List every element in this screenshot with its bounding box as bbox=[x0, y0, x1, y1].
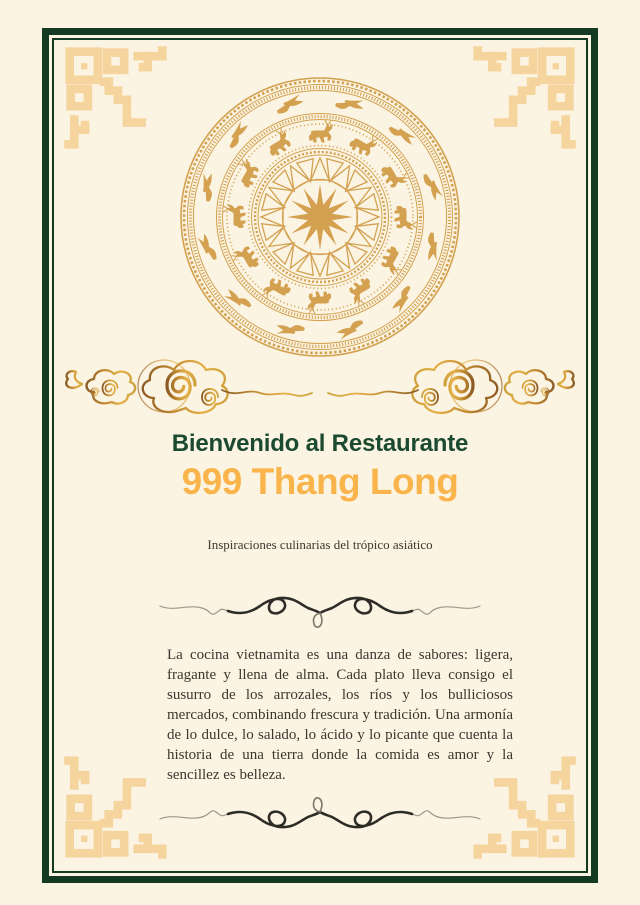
corner-fret-icon-top-right bbox=[465, 39, 583, 157]
welcome-title: Bienvenido al Restaurante bbox=[171, 430, 469, 457]
intro-paragraph: La cocina vietnamita es una danza de sabores: ligera, fragante y llena de alma. Cada plato lleva consigo el susurro de los arrozales, los ríos y los bulliciosos mercados, combinando frescura y tradición. Una armonía de lo dulce, lo salado, lo ácido y lo picante que cuenta la historia de una tierra donde la comida es amor y la sencillez es belleza. bbox=[167, 647, 513, 783]
tagline-text: Inspiraciones culinarias del trópico asiático bbox=[207, 537, 433, 552]
calligraphic-flourish-icon-top bbox=[150, 584, 490, 632]
corner-fret-icon-top-left bbox=[57, 39, 175, 157]
calligraphic-flourish-icon-bottom bbox=[150, 793, 490, 841]
restaurant-name-title: 999 Thang Long bbox=[181, 461, 459, 502]
dong-son-drum-icon bbox=[179, 76, 461, 358]
auspicious-clouds-icon bbox=[60, 346, 580, 430]
